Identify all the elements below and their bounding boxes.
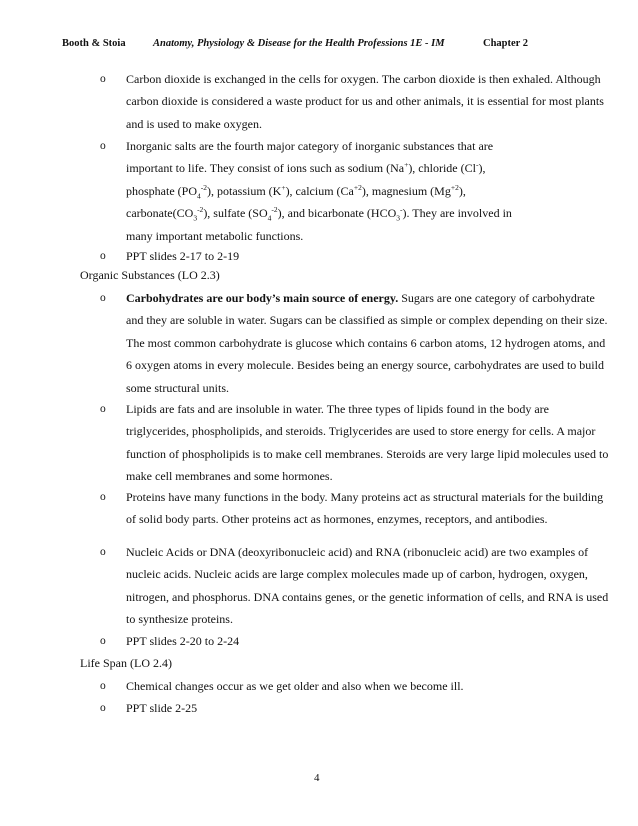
item-text: PPT slide 2-25 xyxy=(126,701,198,715)
item-text: Nucleic Acids or DNA (deoxyribonucleic acid) and RNA (ribonucleic acid) are two examples of nucleic acids. Nucleic acids are large complex molecules made up of carbon, hydrogen, oxygen, nitrogen, and phosphorus. DNA contains genes, or the genetic information of cells, and RNA is used to synthesize proteins. xyxy=(126,545,609,627)
bullet-icon: o xyxy=(100,491,106,503)
item-text: Carbon dioxide is exchanged in the cells for oxygen. The carbon dioxide is then exhaled. Although carbon dioxide is considered a waste product for us and other animals, it is essential for most plants and is used to make oxygen. xyxy=(126,72,604,131)
section-heading-organic: Organic Substances (LO 2.3) xyxy=(80,268,220,282)
header-title: Anatomy, Physiology & Disease for the Health Professions 1E - IM xyxy=(153,38,445,49)
bullet-icon: o xyxy=(100,73,106,85)
item-text: PPT slides 2-17 to 2-19 xyxy=(126,249,240,263)
bullet-icon: o xyxy=(100,546,106,558)
page-number: 4 xyxy=(314,772,320,784)
item-text: Carbohydrates are our body’s main source of energy. Sugars are one category of carbohydrate and they are soluble in water. Sugars can be classified as simple or complex depending on their size. The most common carbohydrate is glucose which contains 6 carbon atoms, 12 hydrogen atoms, and 6 oxygen atoms in every molecule. Besides being an energy source, carbohydrates are used to build some structural units. xyxy=(126,291,608,395)
bullet-icon: o xyxy=(100,140,106,152)
bullet-icon: o xyxy=(100,680,106,692)
header-authors: Booth & Stoia xyxy=(62,38,126,49)
bullet-icon: o xyxy=(100,292,106,304)
item-text: Chemical changes occur as we get older and also when we become ill. xyxy=(126,679,464,693)
item-text: Inorganic salts are the fourth major category of inorganic substances that are important to life. They consist of ions such as sodium (Na+), chloride (Cl-), phosphate $(PO_4^{-2})$, potassium (K+), calcium $(Ca^{+2})$, magnesium $(Mg^{+2})$, $carbonate(CO_3^{-2})$, sulfate $(SO_4^{-2})$, and bicarbonate $(HCO_3^-)$. They are involved in many important metabolic functions. xyxy=(126,139,512,243)
item-text: Proteins have many functions in the body. Many proteins act as structural materials for the building of solid body parts. Other proteins act as hormones, enzymes, receptors, and antibodies. xyxy=(126,490,604,527)
bullet-icon: o xyxy=(100,403,106,415)
section-heading-life-span: Life Span (LO 2.4) xyxy=(80,656,172,670)
bullet-icon: o xyxy=(100,702,106,714)
bullet-icon: o xyxy=(100,635,106,647)
item-text: Lipids are fats and are insoluble in water. The three types of lipids found in the body are triglycerides, phospholipids, and steroids. Triglycerides are used to store energy for cells. A major function of phospholipids is to make cell membranes. Steroids are very large lipid molecules used to make cell membranes and some hormones. xyxy=(126,402,609,484)
bullet-icon: o xyxy=(100,250,106,262)
header-chapter: Chapter 2 xyxy=(483,38,529,49)
item-text: PPT slides 2-20 to 2-24 xyxy=(126,634,240,648)
